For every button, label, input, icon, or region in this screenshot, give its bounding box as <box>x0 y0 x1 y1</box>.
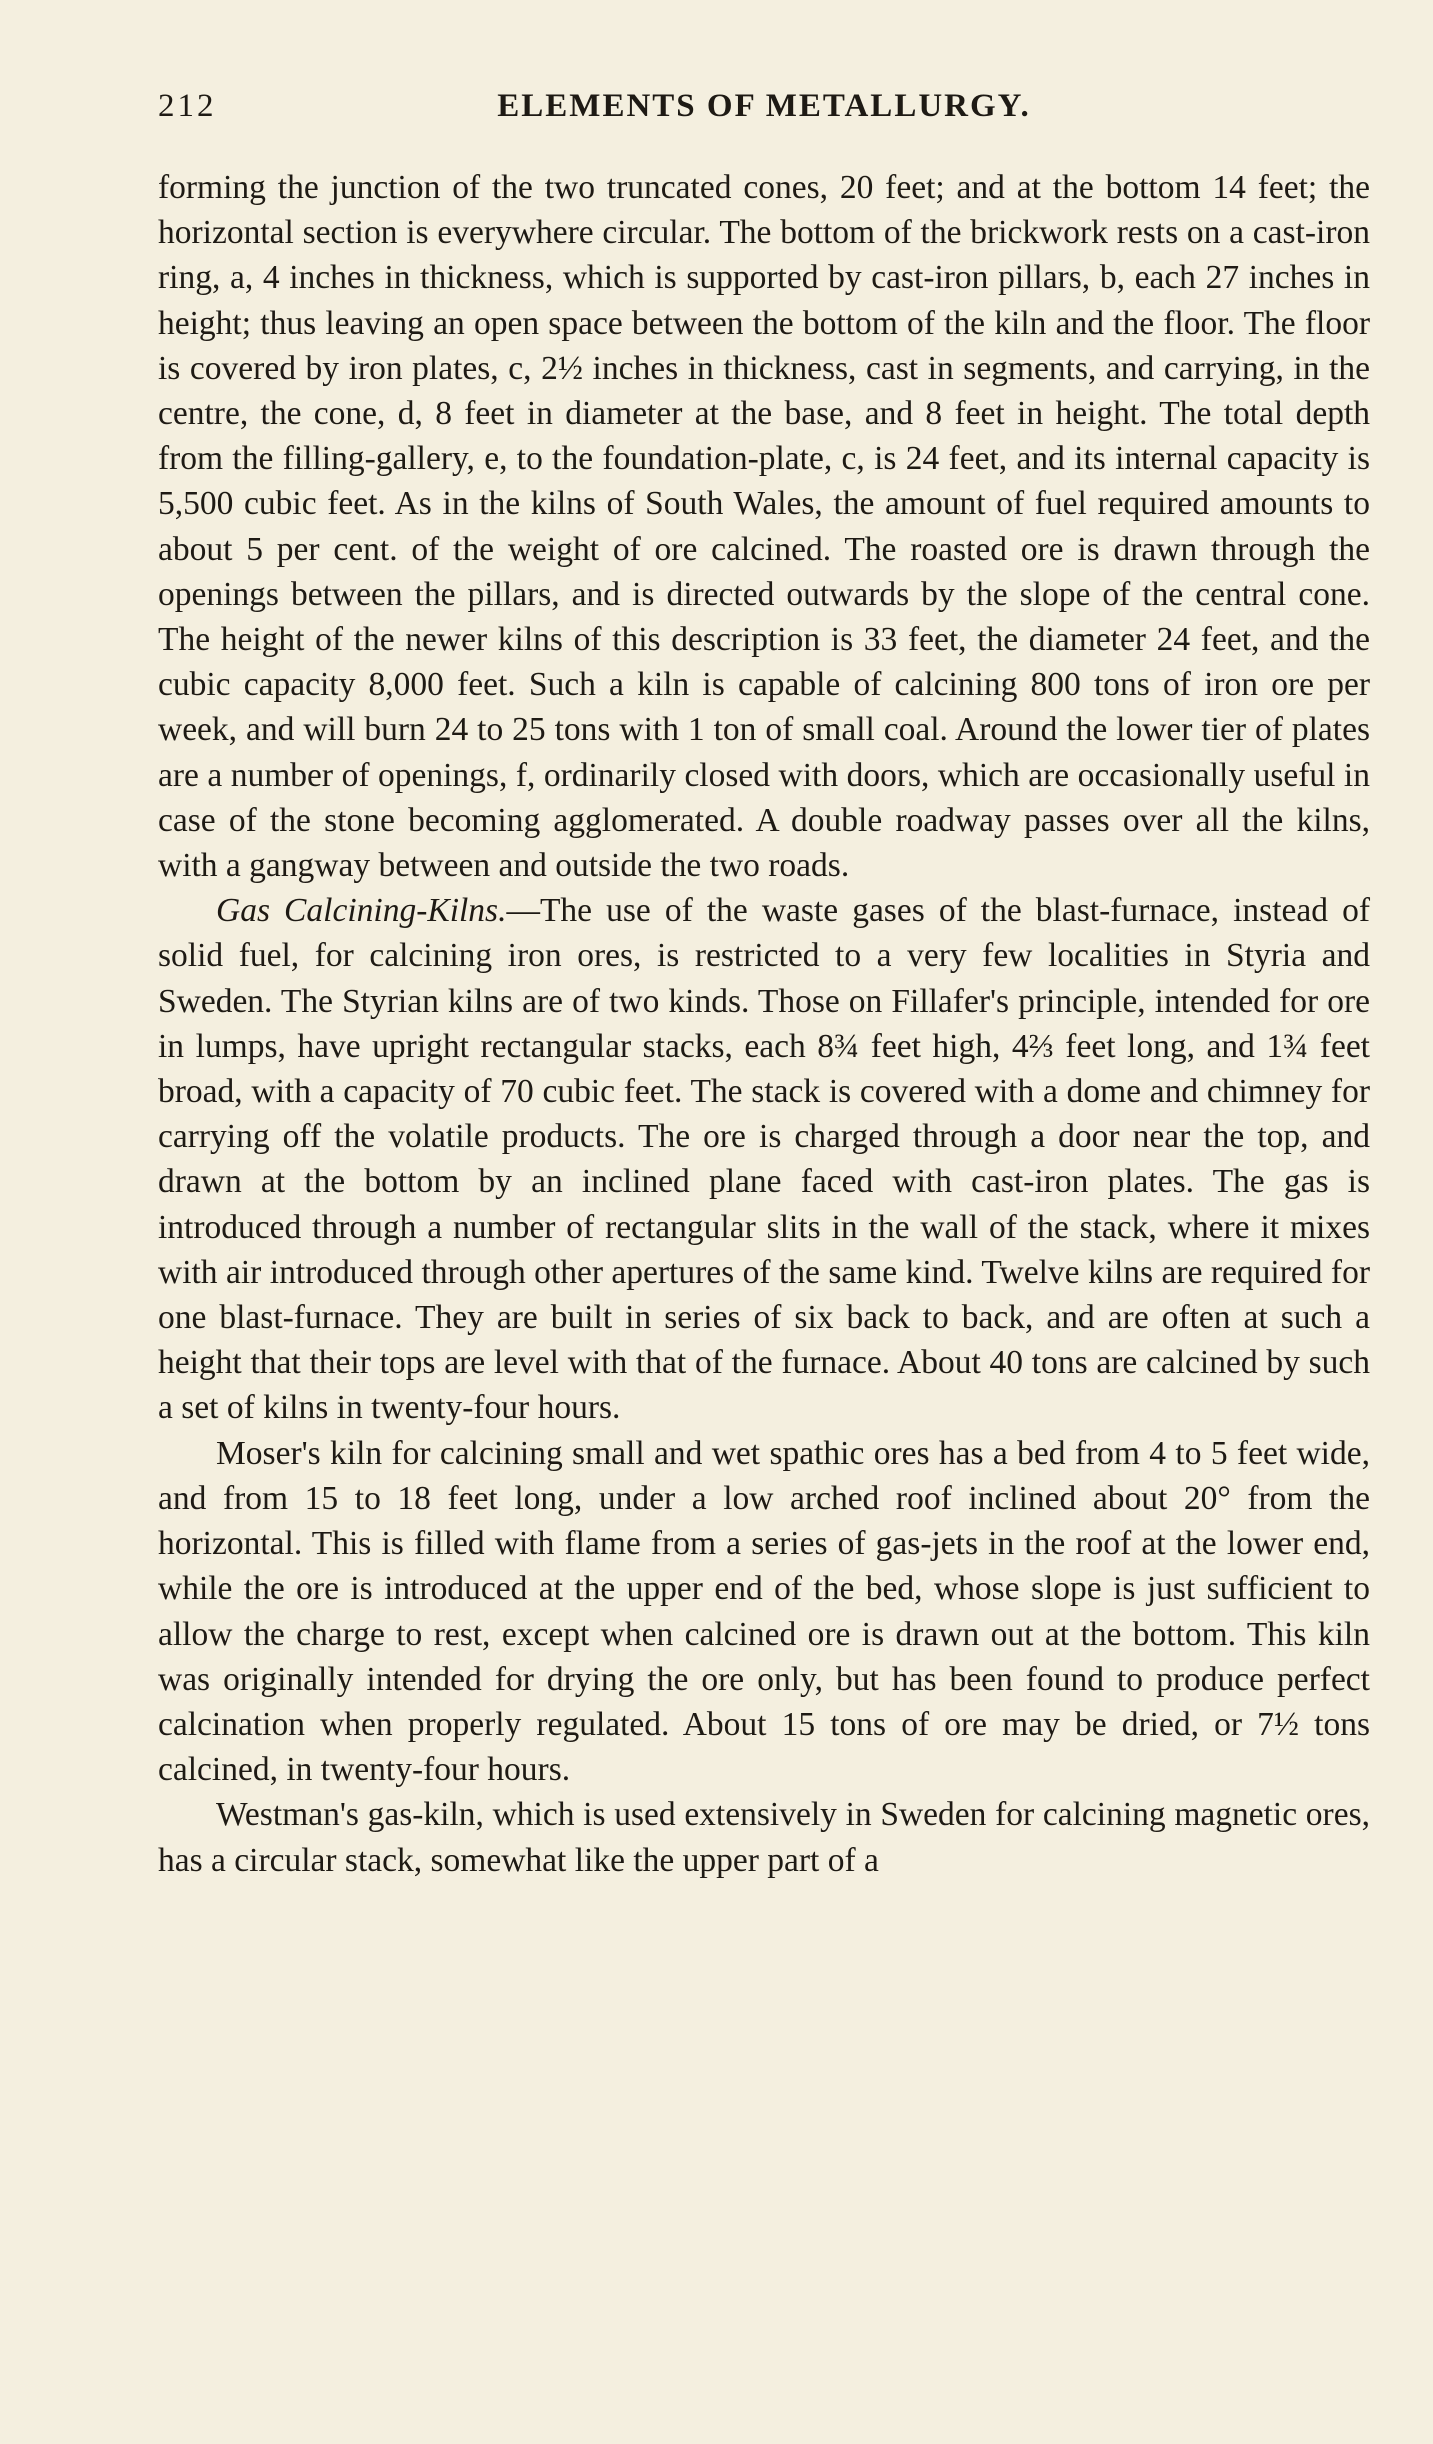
body-text <box>158 165 1370 1883</box>
page-header <box>158 88 1370 138</box>
section-heading: Gas Calcining-Kilns. <box>216 892 507 930</box>
paragraph-text: —The use of the waste gases of the blast-furnace, instead of solid fuel, for calcining iron ores, is restricted to a very few localities in Styria and Sweden. The Styrian kilns are of two kinds. Those on Fillafer's principle, intended for ore in lumps, have upright rectangular stacks, each 8¾ feet high, 4⅔ feet long, and 1¾ feet broad, with a capacity of 70 cubic feet. The stack is covered with a dome and chimney for carrying off the volatile products. The ore is charged through a door near the top, and drawn at the bottom by an inclined plane faced with cast-iron plates. The gas is introduced through a number of rectangular slits in the wall of the stack, where it mixes with air introduced through other apertures of the same kind. Twelve kilns are required for one blast-furnace. They are built in series of six back to back, and are often at such a height that their tops are level with that of the furnace. About 40 tons are calcined by such a set of kilns in twenty-four hours. <box>158 892 1370 1427</box>
paragraph-kiln-description <box>158 165 1370 888</box>
page-number: 212 <box>158 88 217 124</box>
paragraph-westmans-gas-kiln <box>158 1792 1370 1882</box>
paragraph-text: Westman's gas-kiln, which is used extensively in Sweden for calcining magnetic ores, has a circular stack, somewhat like the upper part of a <box>158 1796 1370 1879</box>
running-title: ELEMENTS OF METALLURGY. <box>497 88 1031 124</box>
paragraph-mosers-kiln <box>158 1431 1370 1793</box>
paragraph-text: Moser's kiln for calcining small and wet spathic ores has a bed from 4 to 5 feet wide, and from 15 to 18 feet long, under a low arched roof inclined about 20° from the horizontal. This is filled with flame from a series of gas-jets in the roof at the lower end, while the ore is introduced at the upper end of the bed, whose slope is just sufficient to allow the charge to rest, except when calcined ore is drawn out at the bottom. This kiln was originally intended for drying the ore only, but has been found to produce perfect calcination when properly regulated. About 15 tons of ore may be dried, or 7½ tons calcined, in twenty-four hours. <box>158 1434 1370 1789</box>
paragraph-text: forming the junction of the two truncated cones, 20 feet; and at the bottom 14 feet; the horizontal section is everywhere circular. The bottom of the brickwork rests on a cast-iron ring, a, 4 inches in thickness, which is supported by cast-iron pillars, b, each 27 inches in height; thus leaving an open space between the bottom of the kiln and the floor. The floor is covered by iron plates, c, 2½ inches in thickness, cast in segments, and carrying, in the centre, the cone, d, 8 feet in diameter at the base, and 8 feet in height. The total depth from the filling-gallery, e, to the foundation-plate, c, is 24 feet, and its internal capacity is 5,500 cubic feet. As in the kilns of South Wales, the amount of fuel required amounts to about 5 per cent. of the weight of ore calcined. The roasted ore is drawn through the openings between the pillars, and is directed outwards by the slope of the central cone. The height of the newer kilns of this description is 33 feet, the diameter 24 feet, and the cubic capacity 8,000 feet. Such a kiln is capable of calcining 800 tons of iron ore per week, and will burn 24 to 25 tons with 1 ton of small coal. Around the lower tier of plates are a number of openings, f, ordinarily closed with doors, which are occasionally useful in case of the stone becoming agglomerated. A double roadway passes over all the kilns, with a gangway between and outside the two roads. <box>158 169 1370 885</box>
paragraph-gas-calcining-kilns <box>158 888 1370 1430</box>
